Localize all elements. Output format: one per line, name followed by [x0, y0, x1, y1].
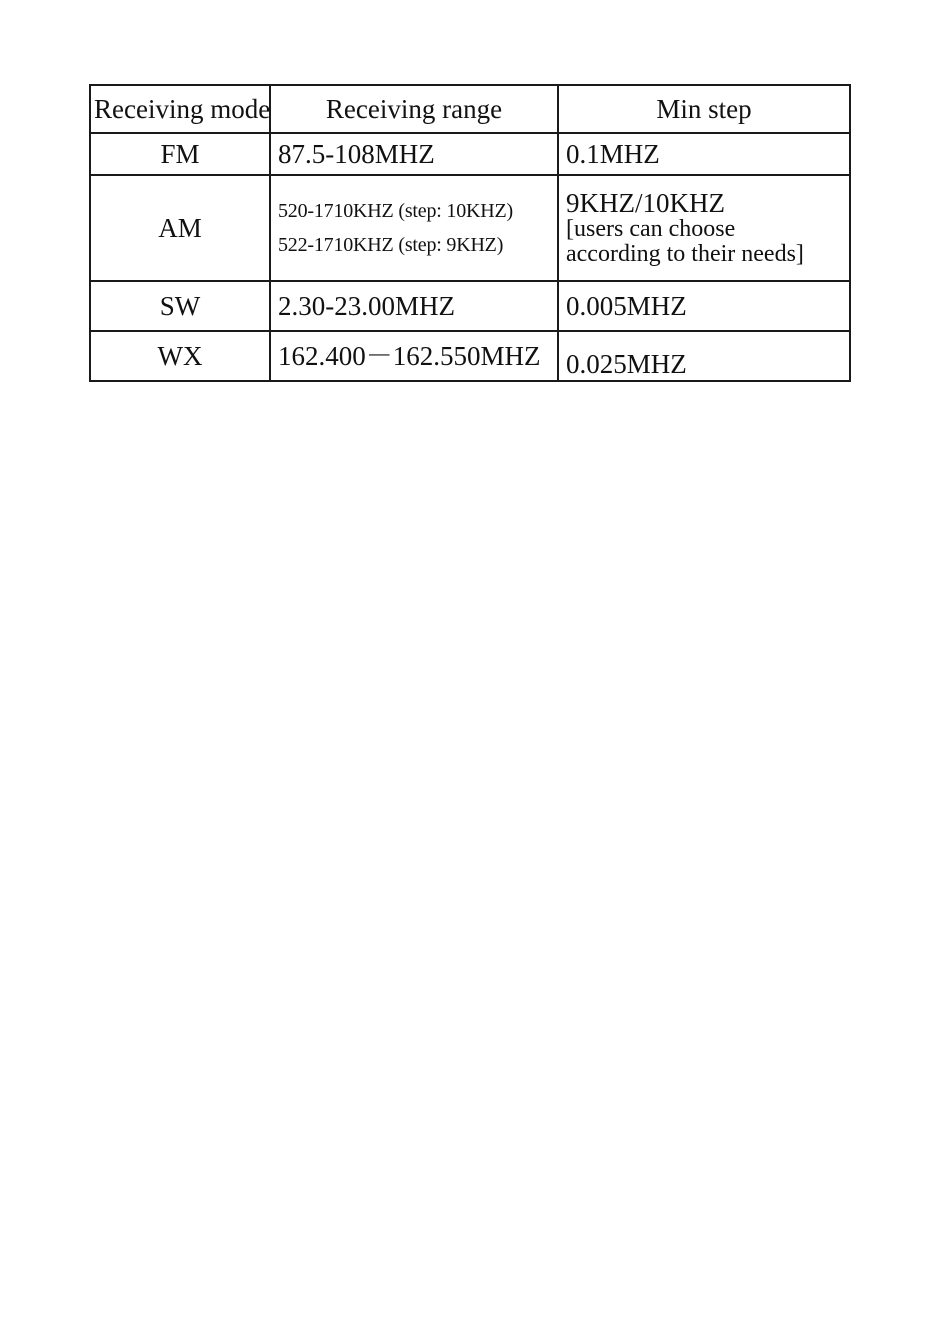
range-cell: 162.400－162.550MHZ [270, 331, 558, 381]
table-body [90, 133, 850, 381]
mode-cell: AM [90, 175, 270, 281]
step-line-values: 9KHZ/10KHZ [566, 187, 725, 218]
step-cell: 0.005MHZ [558, 281, 850, 331]
step-line-note-2: according to their needs] [566, 240, 804, 267]
header-min-step: Min step [558, 85, 850, 133]
mode-cell: WX [90, 331, 270, 381]
mode-cell: SW [90, 281, 270, 331]
range-line-step-10khz: 520-1710KHZ (step: 10KHZ) [278, 200, 513, 222]
range-cell [270, 175, 558, 281]
table-row-am [90, 175, 850, 281]
range-cell: 87.5-108MHZ [270, 133, 558, 175]
step-cell: 0.1MHZ [558, 133, 850, 175]
receiving-spec-table [89, 84, 851, 382]
table-row-wx [90, 331, 850, 381]
step-line-note-1: [users can choose [566, 215, 736, 242]
table-row-fm [90, 133, 850, 175]
header-receiving-range: Receiving range [270, 85, 558, 133]
table-header [90, 85, 850, 133]
step-cell: 0.025MHZ [558, 331, 850, 381]
range-cell: 2.30-23.00MHZ [270, 281, 558, 331]
range-line-step-9khz: 522-1710KHZ (step: 9KHZ) [278, 234, 504, 256]
step-cell [558, 175, 850, 281]
header-row [90, 85, 850, 133]
header-receiving-mode: Receiving mode [90, 85, 270, 133]
mode-cell: FM [90, 133, 270, 175]
table-row-sw [90, 281, 850, 331]
